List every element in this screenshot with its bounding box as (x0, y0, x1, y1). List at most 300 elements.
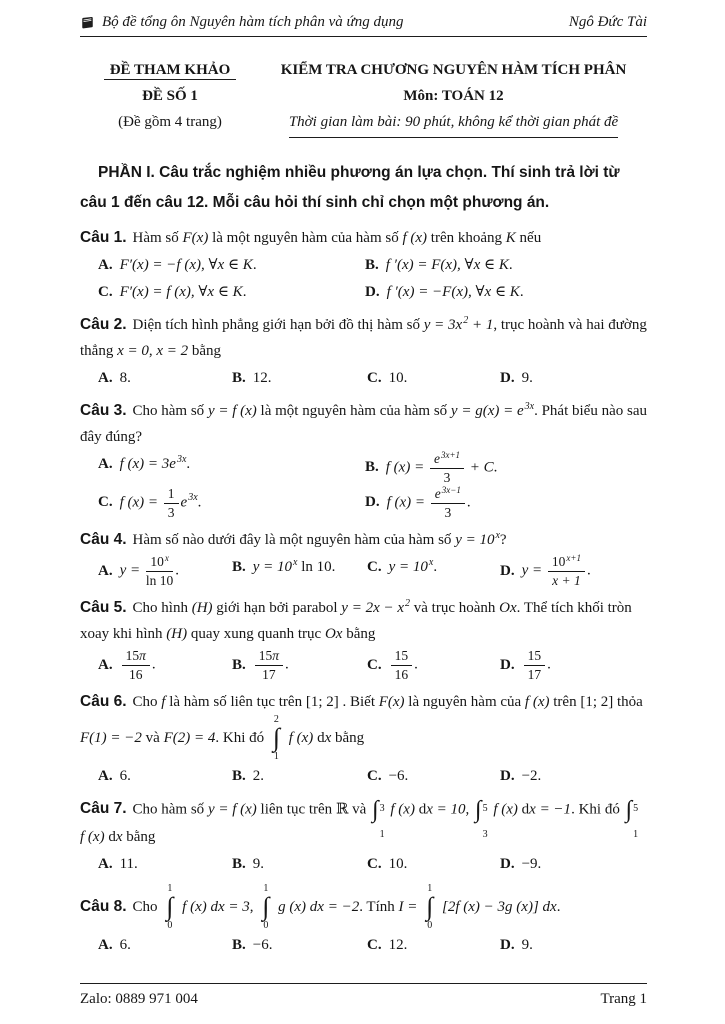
text: 10. (388, 855, 408, 872)
option-body (386, 252, 513, 278)
question-2 (80, 312, 647, 391)
text: 10 (551, 554, 566, 570)
text: Hàm số (132, 230, 183, 246)
integral-lower-limit: 3 (482, 828, 488, 840)
text: Cho (132, 694, 162, 711)
text: 15 (527, 648, 542, 664)
text: Hàm số nào dưới đây là một nguyên hàm của hàm số (132, 532, 456, 549)
fraction-denominator (444, 504, 451, 521)
text: 6. (119, 767, 131, 784)
text: . (433, 559, 438, 576)
math-text: e (434, 486, 441, 502)
math-text: y = 3x (423, 317, 463, 333)
math-text: F(1) = −2 (80, 729, 142, 746)
text: . (586, 562, 591, 579)
superscript: x (164, 552, 169, 563)
option-body (120, 648, 156, 682)
option-key: A. (98, 936, 113, 953)
title-block-right (260, 57, 647, 138)
option-c (367, 851, 500, 877)
integral-upper-limit: 2 (273, 714, 279, 726)
option-key: D. (500, 855, 515, 872)
integral-inline (372, 796, 385, 840)
option-body (387, 279, 524, 305)
question-label: Câu 5. (80, 599, 127, 617)
integral-lower-limit: 0 (263, 919, 269, 931)
option-body (522, 365, 533, 391)
text: d (108, 828, 116, 845)
option-body (389, 851, 408, 877)
math-text: g (x) dx = −2 (274, 898, 360, 915)
text: 16 (394, 666, 409, 682)
option-key: C. (98, 284, 113, 300)
option-body (120, 252, 257, 278)
math-text: y = 10 (388, 559, 428, 576)
option-b (232, 932, 367, 958)
text: . (519, 284, 524, 300)
integral-icon: ∫ (625, 796, 633, 823)
math-text: y = 2x − x (341, 600, 405, 617)
math-text: f ′(x) = F(x), ∀x ∈ K (385, 257, 509, 273)
text: 17 (527, 666, 542, 682)
text: . (285, 656, 289, 673)
option-a (98, 554, 232, 588)
text: , (249, 898, 258, 915)
question-label: Câu 1. (80, 229, 127, 246)
math-text: f (x) (386, 801, 419, 818)
option-body (253, 851, 264, 877)
math-text: y = 10 (455, 532, 495, 549)
text: liên tục trên ℝ và (256, 801, 371, 818)
text: d (418, 801, 427, 818)
options (80, 554, 647, 588)
text: Cho hàm số (132, 403, 208, 419)
text: 9. (521, 936, 533, 953)
integral-display (426, 884, 433, 931)
fraction (548, 554, 585, 588)
option-a (98, 365, 232, 391)
option-body (253, 648, 289, 682)
question-stem (80, 689, 647, 762)
math-text: F′(x) = f (x), ∀x ∈ K (119, 284, 243, 300)
option-key: C. (367, 936, 382, 953)
integral-icon: ∫ (272, 723, 280, 753)
integral-upper-limit: 5 (633, 802, 639, 814)
option-body (389, 763, 409, 789)
fraction-denominator (146, 572, 173, 589)
math-text: f (x) = (385, 459, 428, 476)
superscript: 3x+1 (440, 449, 461, 460)
superscript: x+1 (566, 552, 581, 563)
text: . Tính (359, 898, 399, 915)
page-header (80, 14, 647, 37)
option-key: A. (98, 767, 113, 784)
text: . Phát biểu nào sau đây đúng? (80, 403, 647, 445)
option-a (98, 851, 232, 877)
exam-title: KIỂM TRA CHƯƠNG NGUYÊN HÀM TÍCH PHÂN (280, 62, 627, 78)
option-key: D. (500, 370, 515, 386)
option-c (98, 279, 365, 305)
question-label: Câu 3. (80, 402, 127, 419)
pages-note: (Đề gồm 4 trang) (118, 114, 222, 130)
option-body (120, 554, 179, 588)
math-text: Ox (324, 626, 343, 643)
option-body (389, 648, 418, 682)
text: 3 (444, 504, 452, 520)
text: . (556, 898, 561, 915)
math-text: x = 2 (156, 343, 189, 359)
exam-subject: Môn: TOÁN 12 (403, 88, 504, 104)
option-d (500, 932, 647, 958)
text: bằng (122, 828, 156, 845)
math-text: f (x) dx = 3 (178, 898, 250, 915)
superscript: x (293, 557, 298, 569)
question-label: Câu 7. (80, 800, 127, 818)
option-key: C. (367, 370, 382, 386)
fraction (431, 486, 465, 520)
question-label: Câu 8. (80, 897, 127, 915)
math-text: x = 0 (117, 343, 149, 359)
text: . (175, 562, 180, 579)
fraction-denominator (444, 469, 451, 486)
exam-duration: Thời gian làm bài: 90 phút, không kể thời gian phát đề (289, 109, 618, 138)
text: trên [1; 2] thỏa (549, 694, 643, 711)
text: quay xung quanh trục (187, 626, 325, 643)
option-key: D. (365, 284, 380, 300)
text: nếu (515, 230, 542, 246)
text: . (508, 257, 513, 273)
math-text: x (324, 729, 332, 746)
math-text: f (x) (402, 230, 428, 246)
superscript: 2 (463, 315, 469, 326)
math-text: Ox (499, 600, 517, 617)
option-key: C. (367, 656, 382, 673)
text: Diện tích hình phẳng giới hạn bởi đồ thị hàm số (132, 317, 424, 333)
option-a (98, 648, 232, 682)
fraction-denominator (528, 666, 542, 683)
text: . (242, 284, 247, 300)
option-body (120, 365, 131, 391)
text: 1 (167, 486, 175, 502)
fraction-numerator (430, 451, 464, 469)
ref-number: ĐỀ SỐ 1 (142, 88, 198, 104)
text: ln 10. (297, 559, 336, 576)
option-key: A. (98, 562, 113, 579)
option-c (367, 648, 500, 682)
option-a (98, 451, 365, 485)
text: 12. (388, 936, 408, 953)
text: trên khoảng (427, 230, 506, 246)
option-c (367, 365, 500, 391)
math-text: (H) (191, 600, 213, 617)
option-d (500, 851, 647, 877)
text: . Khi đó (215, 729, 268, 746)
option-body (389, 932, 408, 958)
fraction (164, 486, 179, 520)
math-text: y = f (x) (207, 801, 257, 818)
integral-icon: ∫ (166, 891, 174, 921)
fraction-numerator (431, 486, 465, 504)
option-body (120, 851, 138, 877)
text: giới hạn bởi parabol (212, 600, 342, 617)
option-key: B. (365, 257, 379, 273)
text: , trục hoành và hai đường thẳng (80, 317, 647, 359)
fraction-numerator (524, 648, 546, 666)
superscript: 3x (524, 401, 535, 412)
fraction-denominator (168, 504, 175, 521)
fraction-denominator (395, 666, 409, 683)
integral-lower-limit: 0 (167, 919, 173, 931)
question-7 (80, 796, 647, 877)
text: . Thể tích khối tròn xoay khi hình (80, 600, 632, 643)
question-stem (80, 225, 647, 251)
fraction-numerator (164, 486, 179, 504)
question-3 (80, 398, 647, 520)
text: 15 (258, 648, 273, 664)
options (80, 932, 647, 958)
fraction-numerator (548, 554, 585, 572)
math-text: x = −1 (529, 801, 572, 818)
option-d (365, 279, 647, 305)
fraction-denominator (552, 572, 581, 589)
integral-inline (625, 796, 639, 840)
option-body (386, 451, 498, 485)
math-text: f (x) (80, 828, 109, 845)
option-key: B. (232, 855, 246, 872)
text: d (317, 729, 325, 746)
fraction (524, 648, 546, 682)
author-name: Ngô Đức Tài (568, 14, 647, 30)
math-text: f (x) = (119, 494, 162, 511)
math-text: x = 10 (426, 801, 466, 818)
math-text: + C (466, 459, 494, 476)
option-key: D. (365, 494, 380, 511)
text: , (465, 801, 473, 818)
fraction-numerator (146, 554, 173, 572)
options (80, 648, 647, 682)
option-key: A. (98, 370, 113, 386)
fraction-numerator (255, 648, 283, 666)
option-c (98, 486, 365, 520)
option-key: D. (500, 767, 515, 784)
text: bằng (188, 343, 222, 359)
math-text: [2f (x) − 3g (x)] dx (438, 898, 557, 915)
integral-inline (475, 796, 488, 840)
option-key: B. (232, 559, 246, 576)
superscript: 3x (188, 492, 198, 504)
text: 10 (150, 554, 164, 570)
math-text: e (180, 494, 188, 511)
text: 11. (119, 855, 138, 872)
math-text: F(x) (182, 230, 209, 246)
math-text: f (x) (524, 694, 550, 711)
text: . (252, 257, 257, 273)
integral-upper-limit: 1 (427, 882, 433, 894)
integral-lower-limit: 1 (273, 750, 279, 762)
option-body (387, 486, 471, 520)
text: là nguyên hàm của (404, 694, 525, 711)
option-a (98, 763, 232, 789)
text: −6. (388, 767, 409, 784)
text: . (197, 494, 202, 511)
question-stem (80, 884, 647, 931)
option-body (120, 279, 247, 305)
integral-display (273, 715, 280, 762)
math-text: f (x) = 3e (119, 456, 176, 472)
math-text: K (505, 230, 516, 246)
text: 6. (119, 936, 131, 953)
math-text: e (433, 451, 440, 466)
fraction-numerator (122, 648, 150, 666)
option-body (522, 763, 542, 789)
integral-upper-limit: 5 (482, 802, 488, 814)
option-body (120, 486, 202, 520)
option-body (120, 451, 191, 477)
text: . (414, 656, 418, 673)
text: ln 10 (145, 572, 174, 588)
option-body (253, 932, 273, 958)
math-text: x + 1 (552, 572, 581, 588)
option-b (232, 365, 367, 391)
option-d (365, 486, 647, 520)
option-body (253, 554, 336, 580)
superscript: x (495, 530, 500, 542)
option-key: C. (367, 855, 382, 872)
text: Cho hình (132, 600, 192, 617)
text: 3 (443, 469, 451, 485)
math-text: f (x) (284, 729, 318, 746)
page-footer (80, 983, 647, 1008)
option-a (98, 932, 232, 958)
option-d (500, 554, 647, 588)
title-block (80, 57, 647, 138)
text: Cho (132, 898, 162, 915)
text: 12. (252, 370, 272, 386)
option-c (367, 763, 500, 789)
fraction (146, 554, 173, 588)
question-label: Câu 6. (80, 693, 127, 711)
footer-page-number: Trang 1 (600, 991, 647, 1007)
math-text: f ′(x) = −F(x), ∀x ∈ K (386, 284, 520, 300)
math-text: x (115, 828, 123, 845)
option-b (232, 648, 367, 682)
text: và (141, 729, 164, 746)
superscript: 2 (405, 598, 411, 610)
option-key: A. (98, 656, 113, 673)
option-b (232, 763, 367, 789)
fraction (122, 648, 150, 682)
question-4 (80, 527, 647, 588)
option-c (367, 932, 500, 958)
question-8 (80, 884, 647, 958)
part1-heading: PHẦN I. (98, 164, 155, 181)
integral-upper-limit: 3 (379, 802, 385, 814)
text: bằng (342, 626, 376, 643)
text: . (151, 656, 156, 673)
question-1 (80, 225, 647, 305)
math-text: (H) (166, 626, 188, 643)
text: −2. (521, 767, 542, 784)
question-stem (80, 796, 647, 850)
math-text: y = (119, 562, 144, 579)
text: là hàm số liên tục trên [1; 2] . Biết (165, 694, 379, 711)
question-stem (80, 595, 647, 647)
text: 15 (125, 648, 140, 664)
math-text: F′(x) = −f (x), ∀x ∈ K (119, 257, 253, 273)
text: 17 (262, 666, 276, 682)
title-block-left (80, 57, 260, 138)
options (80, 763, 647, 789)
options (80, 451, 647, 520)
series-title: Bộ đề tổng ôn Nguyên hàm tích phân và ứng dụng (102, 14, 404, 30)
fraction-denominator (129, 666, 143, 683)
math-text: y = g(x) = e (450, 403, 524, 419)
fraction (255, 648, 283, 682)
option-body (522, 932, 533, 958)
superscript: 3x (176, 454, 187, 465)
integral-lower-limit: 1 (633, 828, 639, 840)
integral-icon: ∫ (372, 796, 379, 823)
text: là một nguyên hàm của hàm số (256, 403, 451, 419)
options (80, 252, 647, 305)
integral-display (166, 884, 173, 931)
integral-lower-limit: 0 (427, 919, 433, 931)
option-b (232, 851, 367, 877)
math-text: π (272, 648, 280, 664)
questions (80, 225, 647, 958)
integral-limits (482, 796, 488, 840)
math-text: f (161, 694, 166, 711)
fraction (391, 648, 413, 682)
math-text: I = (398, 898, 422, 915)
integral-icon: ∫ (262, 891, 270, 921)
footer-zalo: Zalo: 0889 971 004 (80, 991, 198, 1007)
fraction (430, 451, 464, 485)
question-stem (80, 398, 647, 450)
math-text: y = (521, 562, 546, 579)
options (80, 365, 647, 391)
option-body (253, 763, 264, 789)
option-a (98, 252, 365, 278)
text: 10. (388, 370, 408, 386)
math-text: F(2) = 4 (163, 729, 216, 746)
option-key: C. (367, 559, 382, 576)
option-b (232, 554, 367, 588)
math-text: + 1 (468, 317, 494, 333)
text: 3 (167, 504, 175, 520)
option-key: A. (98, 257, 113, 273)
text: . (466, 494, 471, 511)
text: Cho hàm số (132, 801, 208, 818)
option-body (120, 763, 131, 789)
option-d (500, 365, 647, 391)
text: bằng (331, 729, 365, 746)
option-key: C. (98, 494, 113, 511)
math-text: F(x) (378, 694, 405, 711)
integral-limits (633, 796, 639, 840)
text: d (521, 801, 530, 818)
option-key: D. (500, 656, 515, 673)
text: 16 (128, 666, 143, 682)
book-icon (80, 16, 95, 30)
text: 9. (521, 370, 533, 386)
superscript: x (428, 557, 434, 569)
option-body (389, 554, 437, 580)
text: . (493, 459, 498, 476)
ref-label: ĐỀ THAM KHẢO (104, 62, 237, 80)
text: 8. (119, 370, 131, 386)
text: , (148, 343, 157, 359)
